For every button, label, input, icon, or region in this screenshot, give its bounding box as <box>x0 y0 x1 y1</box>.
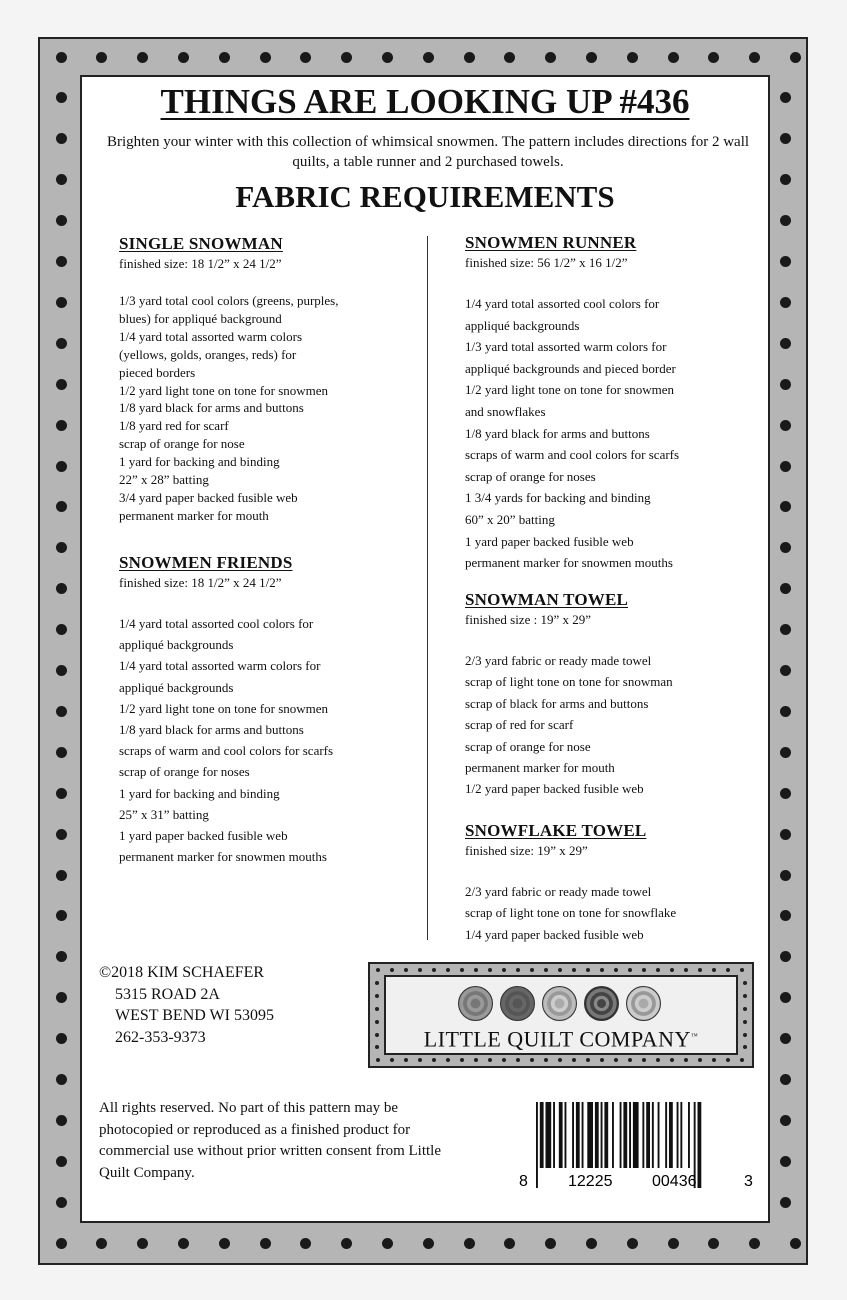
border-dot <box>56 583 67 594</box>
finished-size: finished size: 56 1/2” x 16 1/2” <box>465 255 628 270</box>
border-dot <box>780 706 791 717</box>
logo-border-dot <box>460 1058 464 1062</box>
pattern-title: THINGS ARE LOOKING UP #436 <box>160 82 690 121</box>
logo-border-dot <box>390 968 394 972</box>
material-line: scraps of warm and cool colors for scarfs <box>465 447 680 463</box>
logo-border-dot <box>488 968 492 972</box>
finished-size: finished size: 18 1/2” x 24 1/2” <box>119 256 282 271</box>
border-dot <box>545 52 556 63</box>
border-dot <box>219 52 230 63</box>
rights-notice: All rights reserved. No part of this pattern may be photocopied or reproduced as a finished product for commercial use without prior written consent from Little Quilt Company. <box>99 1100 441 1181</box>
border-dot <box>423 52 434 63</box>
barcode-bar <box>665 1102 667 1168</box>
material-line: 3/4 yard paper backed fusible web <box>119 489 298 505</box>
barcode-bar <box>688 1102 690 1168</box>
border-dot <box>56 256 67 267</box>
border-dot <box>56 870 67 881</box>
material-line: scrap of light tone on tone for snowflake <box>465 905 677 921</box>
border-dot <box>780 1033 791 1044</box>
logo-border-dot <box>642 1058 646 1062</box>
border-dot <box>780 379 791 390</box>
barcode <box>519 1102 756 1192</box>
barcode-bar <box>629 1102 631 1168</box>
logo-border-dot <box>684 968 688 972</box>
logo-border-dot <box>502 1058 506 1062</box>
logo-border-dot <box>488 1058 492 1062</box>
material-line: appliqué backgrounds and pieced border <box>465 360 676 376</box>
barcode-bar <box>623 1102 627 1168</box>
barcode-bar <box>559 1102 563 1168</box>
logo-border-dot <box>642 968 646 972</box>
section-snowflake-towel <box>465 821 755 945</box>
copyright-block <box>99 962 274 1048</box>
material-line: permanent marker for mouth <box>465 760 615 776</box>
column-divider <box>427 236 428 940</box>
section-snowman-towel <box>465 590 755 800</box>
logo-border-dot <box>572 1058 576 1062</box>
border-dot <box>749 1238 760 1249</box>
material-line: 1/2 yard light tone on tone for snowmen <box>119 382 329 398</box>
barcode-bar <box>582 1102 584 1168</box>
border-dot <box>56 1238 67 1249</box>
material-line: and snowflakes <box>465 403 546 419</box>
border-dot <box>56 992 67 1003</box>
materials-list <box>465 650 755 800</box>
barcode-bar <box>633 1102 639 1168</box>
logo-border-dot <box>586 1058 590 1062</box>
border-dot <box>56 542 67 553</box>
material-line: scrap of black for arms and buttons <box>465 695 649 711</box>
border-dot <box>668 52 679 63</box>
material-line: appliqué backgrounds <box>119 637 234 653</box>
materials-list <box>119 292 419 525</box>
barcode-bar <box>680 1102 682 1168</box>
logo-border-dot <box>375 981 379 985</box>
border-dot <box>504 1238 515 1249</box>
logo-border-dot <box>530 1058 534 1062</box>
logo-border-dot <box>432 1058 436 1062</box>
logo-border-dot <box>418 968 422 972</box>
barcode-bar <box>536 1102 538 1188</box>
border-dot <box>56 174 67 185</box>
logo-border-dot <box>712 1058 716 1062</box>
border-dot <box>464 1238 475 1249</box>
border-dot <box>780 1074 791 1085</box>
logo-border-dot <box>743 981 747 985</box>
border-dot <box>790 52 801 63</box>
logo-border-dot <box>656 1058 660 1062</box>
border-dot <box>780 1156 791 1167</box>
border-dot <box>56 92 67 103</box>
border-dot <box>56 297 67 308</box>
barcode-digits-right: 00436 <box>652 1173 697 1190</box>
logo-border-dot <box>375 1007 379 1011</box>
border-dot <box>780 1197 791 1208</box>
border-dot <box>260 1238 271 1249</box>
logo-border-dot <box>572 968 576 972</box>
border-dot <box>260 52 271 63</box>
logo-border-dot <box>502 968 506 972</box>
border-dot <box>586 1238 597 1249</box>
material-line: 60” x 20” batting <box>465 511 555 527</box>
material-line: 1 3/4 yards for backing and binding <box>465 490 651 506</box>
border-dot <box>56 379 67 390</box>
logo-border-dot <box>474 968 478 972</box>
barcode-bar <box>652 1102 654 1168</box>
barcode-bar <box>604 1102 608 1168</box>
logo-border-dot <box>698 1058 702 1062</box>
border-dot <box>56 1115 67 1126</box>
material-line: 2/3 yard fabric or ready made towel <box>465 884 652 899</box>
border-dot <box>423 1238 434 1249</box>
material-line: permanent marker for snowmen mouths <box>119 849 327 865</box>
barcode-bar <box>576 1102 580 1168</box>
logo-border-dot <box>586 968 590 972</box>
border-dot <box>780 992 791 1003</box>
logo-border-dot <box>743 1045 747 1049</box>
fabric-requirements-heading: FABRIC REQUIREMENTS <box>235 179 615 214</box>
border-dot <box>56 829 67 840</box>
material-line: 1 yard paper backed fusible web <box>119 828 288 844</box>
border-dot <box>56 1074 67 1085</box>
logo-border-dot <box>726 1058 730 1062</box>
material-line: (yellows, golds, oranges, reds) for <box>119 346 297 362</box>
border-dot <box>56 501 67 512</box>
logo-border-dot <box>544 1058 548 1062</box>
logo-border-dot <box>743 1033 747 1037</box>
material-line: appliqué backgrounds <box>465 317 580 333</box>
border-dot <box>780 92 791 103</box>
section-snowmen-friends <box>119 553 419 867</box>
border-dot <box>780 297 791 308</box>
logo-border-dot <box>670 968 674 972</box>
materials-list <box>119 613 419 867</box>
material-line: 1/3 yard total assorted warm colors for <box>465 339 667 355</box>
material-line: 1/4 yard total assorted cool colors for <box>119 616 314 631</box>
materials-list <box>465 881 755 945</box>
finished-size: finished size : 19” x 29” <box>465 612 591 627</box>
logo-ring-icon <box>542 986 577 1021</box>
material-line: scrap of red for scarf <box>465 717 574 733</box>
border-dot <box>341 52 352 63</box>
section-title: SNOWFLAKE TOWEL <box>465 821 647 840</box>
border-dot <box>708 52 719 63</box>
finished-size: finished size: 18 1/2” x 24 1/2” <box>119 575 282 590</box>
border-dot <box>545 1238 556 1249</box>
section-title: SNOWMEN FRIENDS <box>119 553 293 572</box>
material-line: 1 yard for backing and binding <box>119 785 280 801</box>
address-line: 5315 ROAD 2A <box>115 985 220 1003</box>
logo-border-dot <box>375 1033 379 1037</box>
border-dot <box>56 910 67 921</box>
logo-border-dot <box>404 968 408 972</box>
border-dot <box>464 52 475 63</box>
material-line: 1/4 yard total assorted cool colors for <box>465 296 660 311</box>
logo-wordmark: LITTLE QUILT COMPANY™ <box>423 1026 699 1052</box>
logo-border-dot <box>726 968 730 972</box>
border-dot <box>780 256 791 267</box>
material-line: 1/4 yard total assorted warm colors for <box>119 658 321 674</box>
border-dot <box>668 1238 679 1249</box>
barcode-digits-left: 12225 <box>568 1173 613 1190</box>
logo-border-dot <box>614 1058 618 1062</box>
barcode-bar <box>553 1102 555 1168</box>
material-line: 1/4 yard paper backed fusible web <box>465 926 644 942</box>
border-dot <box>627 1238 638 1249</box>
border-dot <box>56 215 67 226</box>
material-line: 25” x 31” batting <box>119 806 209 822</box>
border-dot <box>56 624 67 635</box>
material-line: 22” x 28” batting <box>119 472 209 488</box>
logo-border-dot <box>474 1058 478 1062</box>
city-line: WEST BEND WI 53095 <box>115 1007 274 1024</box>
logo-border-dot <box>376 1058 380 1062</box>
logo-border-dot <box>516 968 520 972</box>
border-dot <box>504 52 515 63</box>
barcode-bar <box>572 1102 574 1168</box>
barcode-bar <box>565 1102 567 1168</box>
barcode-bar <box>595 1102 599 1168</box>
material-line: 1/3 yard total cool colors (greens, purples, <box>119 293 339 308</box>
material-line: 1/4 yard total assorted warm colors <box>119 328 303 344</box>
border-dot <box>56 706 67 717</box>
border-dot <box>137 1238 148 1249</box>
border-dot <box>790 1238 801 1249</box>
little-quilt-company-logo <box>368 962 754 1068</box>
logo-border-dot <box>404 1058 408 1062</box>
border-dot <box>780 583 791 594</box>
logo-border-dot <box>600 968 604 972</box>
border-dot <box>56 1156 67 1167</box>
border-dot <box>586 52 597 63</box>
material-line: scrap of light tone on tone for snowman <box>465 674 673 690</box>
logo-ring-icon <box>458 986 493 1021</box>
border-dot <box>137 52 148 63</box>
logo-border-dot <box>460 968 464 972</box>
border-dot <box>96 1238 107 1249</box>
logo-border-dot <box>712 968 716 972</box>
logo-ring-icon <box>626 986 661 1021</box>
barcode-bar <box>620 1102 622 1168</box>
border-dot <box>341 1238 352 1249</box>
logo-border-dot <box>558 968 562 972</box>
barcode-bar <box>646 1102 650 1168</box>
material-line: 1 yard paper backed fusible web <box>465 533 634 549</box>
barcode-bar <box>540 1102 544 1168</box>
logo-border-dot <box>743 1020 747 1024</box>
border-dot <box>56 788 67 799</box>
logo-border-dot <box>375 1020 379 1024</box>
border-dot <box>96 52 107 63</box>
border-dot <box>780 788 791 799</box>
section-title: SNOWMEN RUNNER <box>465 233 637 252</box>
material-line: 1/2 yard light tone on tone for snowmen <box>119 700 329 716</box>
border-dot <box>780 1115 791 1126</box>
material-line: permanent marker for snowmen mouths <box>465 555 673 571</box>
barcode-bar <box>642 1102 644 1168</box>
border-dot <box>780 624 791 635</box>
material-line: pieced borders <box>119 364 196 380</box>
border-dot <box>780 501 791 512</box>
material-line: 1/8 yard black for arms and buttons <box>119 722 304 738</box>
copyright-line: ©2018 KIM SCHAEFER <box>99 964 265 981</box>
barcode-bar <box>546 1102 552 1168</box>
border-dot <box>56 665 67 676</box>
material-line: blues) for appliqué background <box>119 310 282 326</box>
barcode-bar <box>587 1102 593 1168</box>
logo-border-dot <box>656 968 660 972</box>
border-dot <box>56 338 67 349</box>
logo-border-dot <box>390 1058 394 1062</box>
logo-border-dot <box>530 968 534 972</box>
section-single-snowman <box>119 234 419 525</box>
border-dot <box>780 951 791 962</box>
material-line: 1/2 yard paper backed fusible web <box>465 781 644 797</box>
material-line: scrap of orange for nose <box>119 436 245 452</box>
border-dot <box>300 52 311 63</box>
border-dot <box>382 1238 393 1249</box>
logo-border-dot <box>614 968 618 972</box>
logo-border-dot <box>684 1058 688 1062</box>
logo-border-dot <box>432 968 436 972</box>
border-dot <box>56 52 67 63</box>
logo-border-dot <box>516 1058 520 1062</box>
border-dot <box>56 1033 67 1044</box>
finished-size: finished size: 19” x 29” <box>465 843 588 858</box>
logo-border-dot <box>740 968 744 972</box>
logo-border-dot <box>628 1058 632 1062</box>
material-line: 1 yard for backing and binding <box>119 454 280 470</box>
border-dot <box>780 215 791 226</box>
material-line: 1/2 yard light tone on tone for snowmen <box>465 382 675 398</box>
border-dot <box>178 52 189 63</box>
materials-list <box>465 293 755 574</box>
barcode-digit-check: 3 <box>744 1173 753 1190</box>
logo-border-dot <box>446 1058 450 1062</box>
border-dot <box>780 420 791 431</box>
logo-border-dot <box>544 968 548 972</box>
section-snowmen-runner <box>465 233 755 574</box>
logo-border-dot <box>600 1058 604 1062</box>
logo-border-dot <box>740 1058 744 1062</box>
logo-border-dot <box>375 1045 379 1049</box>
material-line: scrap of orange for noses <box>465 468 596 484</box>
logo-border-dot <box>698 968 702 972</box>
border-dot <box>178 1238 189 1249</box>
material-line: 1/8 yard red for scarf <box>119 418 229 434</box>
material-line: 2/3 yard fabric or ready made towel <box>465 653 652 668</box>
border-dot <box>749 52 760 63</box>
logo-panel <box>384 975 738 1055</box>
border-dot <box>780 174 791 185</box>
border-dot <box>780 542 791 553</box>
section-title: SINGLE SNOWMAN <box>119 234 283 253</box>
border-dot <box>56 951 67 962</box>
border-dot <box>382 52 393 63</box>
barcode-bar <box>698 1102 702 1188</box>
logo-border-dot <box>743 1007 747 1011</box>
material-line: scraps of warm and cool colors for scarfs <box>119 743 334 759</box>
material-line: 1/8 yard black for arms and buttons <box>119 400 304 416</box>
border-dot <box>56 1197 67 1208</box>
border-dot <box>780 829 791 840</box>
border-dot <box>219 1238 230 1249</box>
border-dot <box>56 747 67 758</box>
border-dot <box>780 133 791 144</box>
section-title: SNOWMAN TOWEL <box>465 590 629 609</box>
barcode-bar <box>612 1102 614 1168</box>
phone-line: 262-353-9373 <box>115 1028 206 1046</box>
material-line: 1/8 yard black for arms and buttons <box>465 425 650 441</box>
logo-ring-icon <box>500 986 535 1021</box>
border-dot <box>56 133 67 144</box>
border-dot <box>56 461 67 472</box>
intro-paragraph: Brighten your winter with this collection of whimsical snowmen. The pattern includes directions for 2 wall quilts, a table runner and 2 purchased towels. <box>106 134 750 170</box>
border-dot <box>780 461 791 472</box>
material-line: appliqué backgrounds <box>119 679 234 695</box>
border-dot <box>56 420 67 431</box>
logo-border-dot <box>558 1058 562 1062</box>
border-dot <box>780 338 791 349</box>
border-dot <box>300 1238 311 1249</box>
logo-border-dot <box>628 968 632 972</box>
barcode-bar <box>669 1102 673 1168</box>
material-line: permanent marker for mouth <box>119 507 269 523</box>
border-dot <box>780 747 791 758</box>
barcode-bar <box>677 1102 679 1168</box>
logo-border-dot <box>418 1058 422 1062</box>
border-dot <box>780 870 791 881</box>
logo-ring-icon <box>584 986 619 1021</box>
barcode-bar <box>601 1102 603 1168</box>
barcode-digit-first: 8 <box>519 1173 528 1190</box>
material-line: scrap of orange for noses <box>119 764 250 780</box>
logo-border-dot <box>375 994 379 998</box>
logo-border-dot <box>670 1058 674 1062</box>
logo-border-dot <box>446 968 450 972</box>
barcode-bar <box>658 1102 660 1168</box>
border-dot <box>780 665 791 676</box>
logo-border-dot <box>743 994 747 998</box>
border-dot <box>780 910 791 921</box>
logo-border-dot <box>376 968 380 972</box>
border-dot <box>627 52 638 63</box>
material-line: scrap of orange for nose <box>465 738 591 754</box>
border-dot <box>708 1238 719 1249</box>
